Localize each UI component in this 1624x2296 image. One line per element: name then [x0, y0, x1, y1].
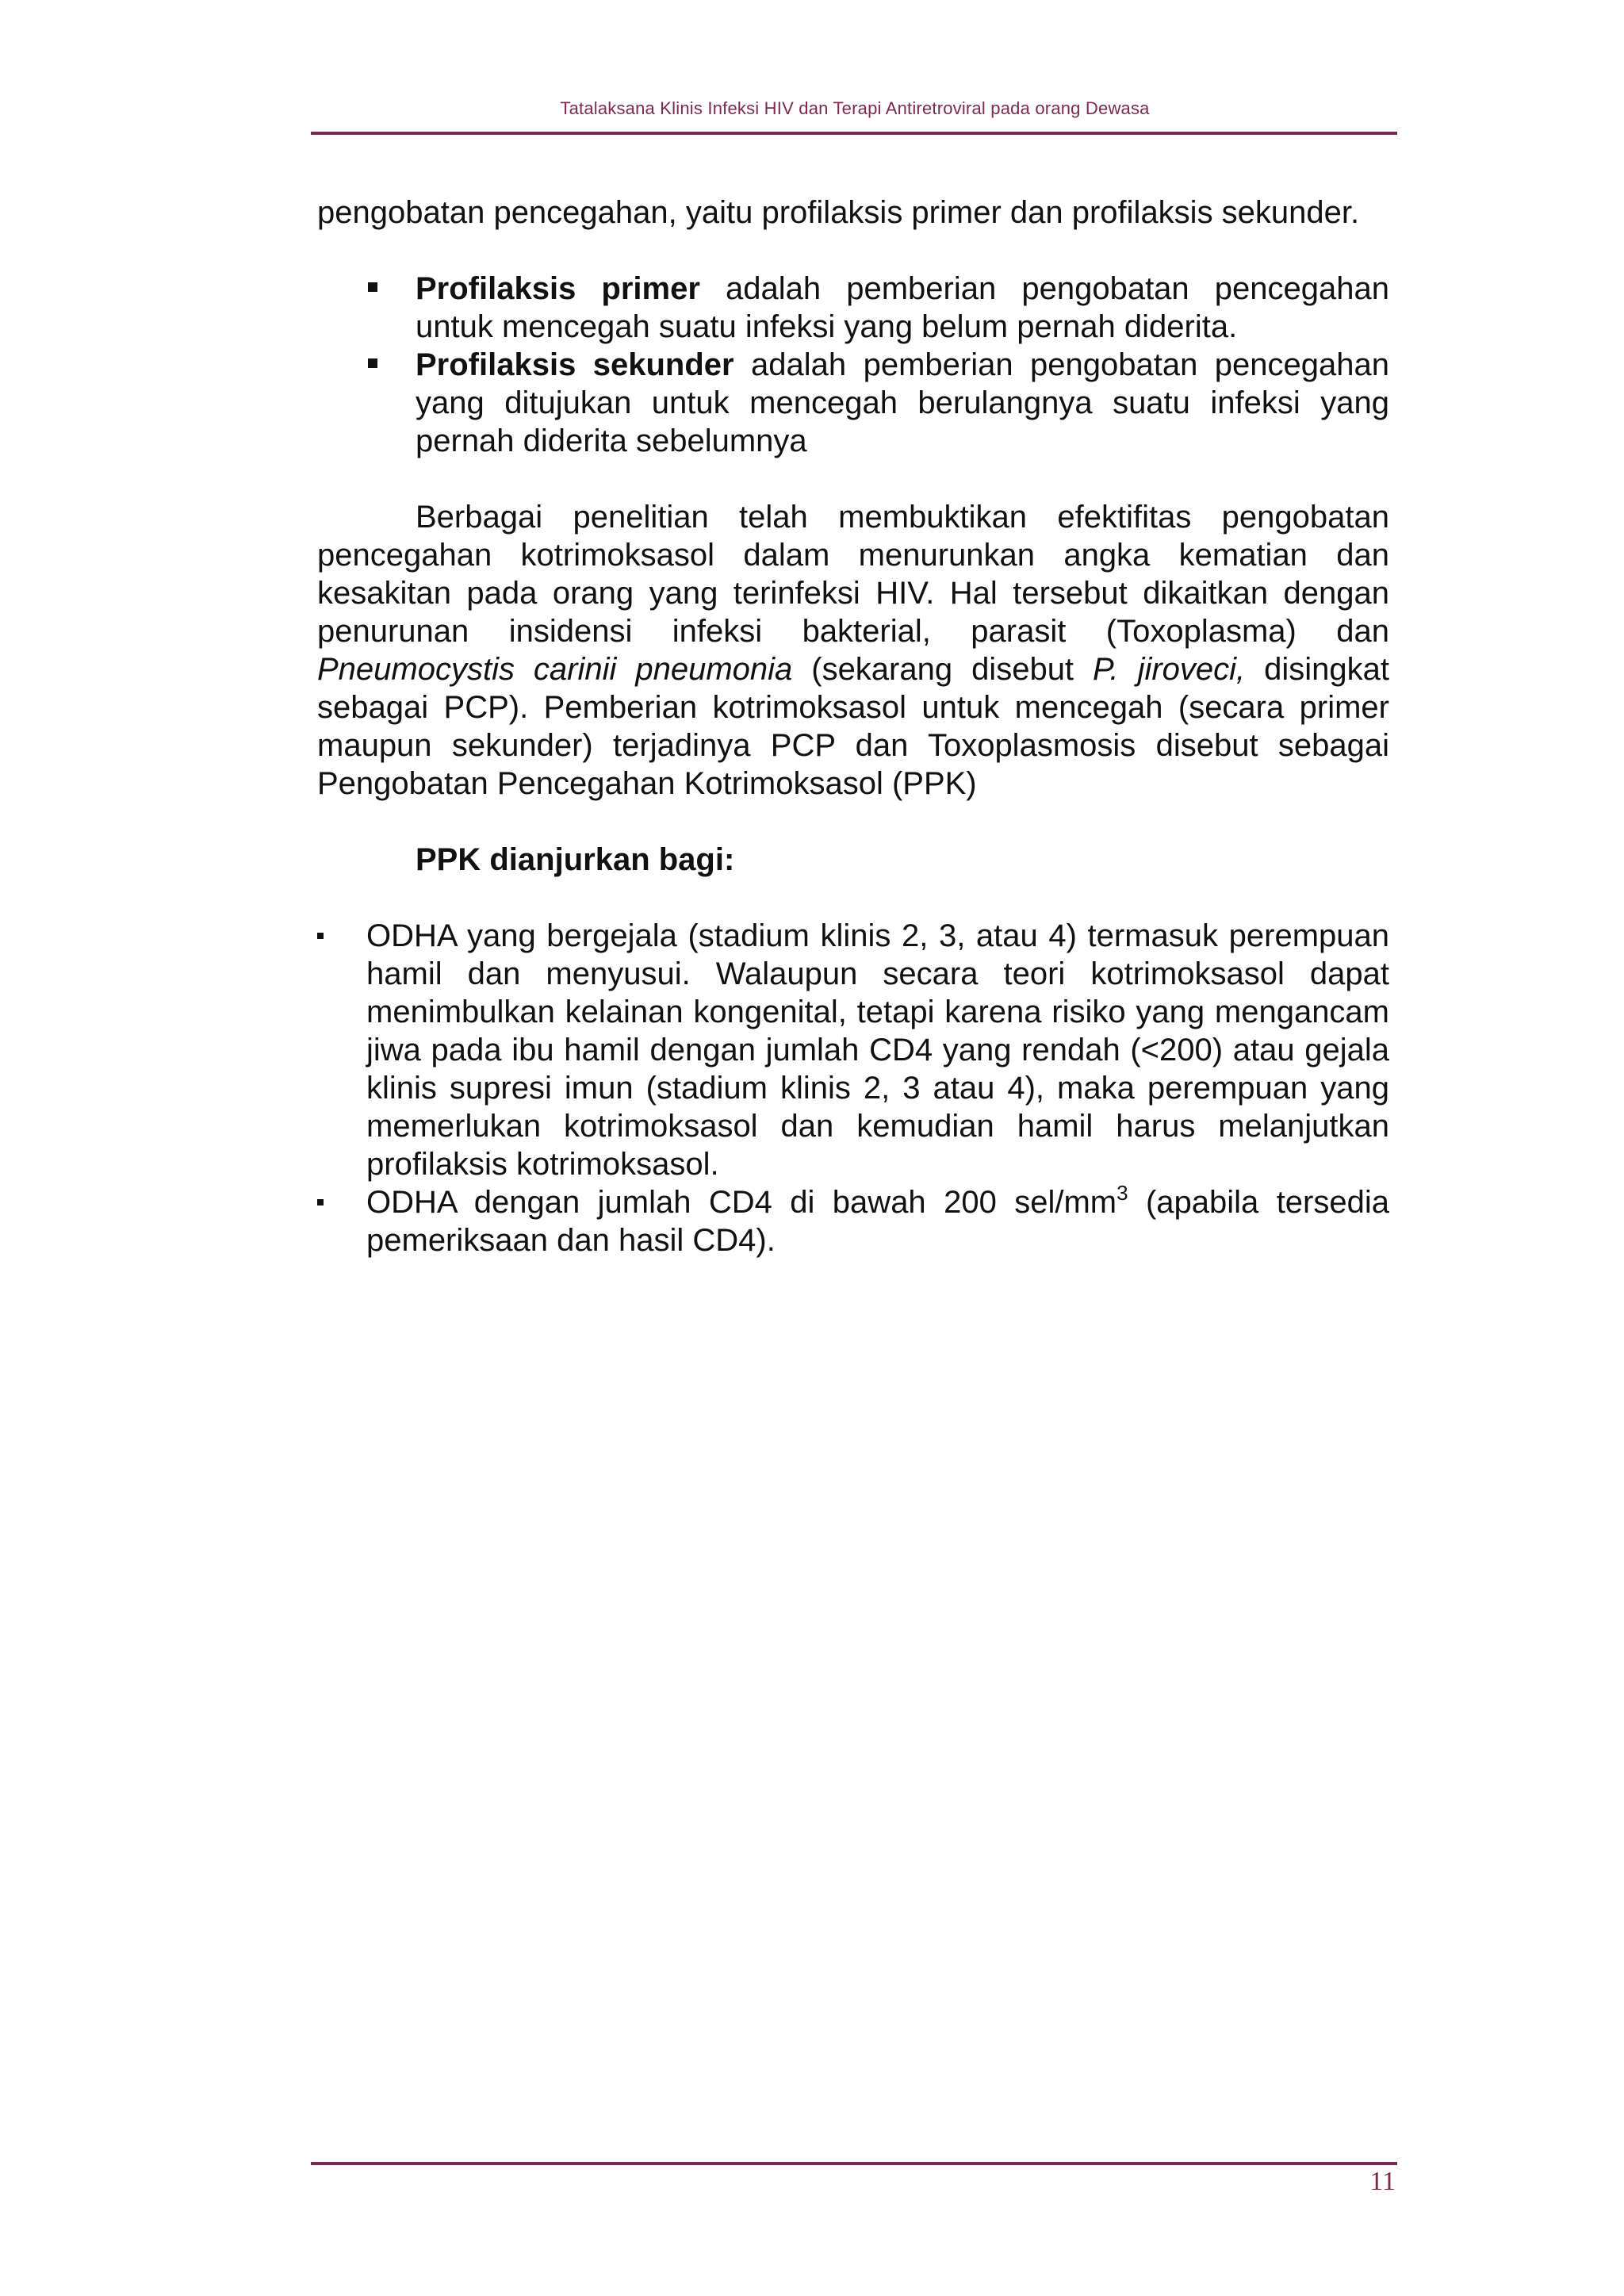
definition-list	[317, 270, 1389, 460]
definition-term: Profilaksis sekunder	[416, 347, 734, 382]
recommendation-item	[317, 917, 1389, 1183]
evidence-paragraph	[317, 498, 1389, 803]
header-divider	[311, 132, 1397, 135]
ppk-subheading: PPK dianjurkan bagi:	[416, 842, 735, 877]
superscript: 3	[1116, 1181, 1128, 1205]
recommendation-text: ODHA dengan jumlah CD4 di bawah 200 sel/mm	[366, 1185, 1117, 1220]
paragraph-text: Berbagai penelitian telah membuktikan efektifitas pengobatan pencegahan kotrimoksasol dalam menurunkan angka kematian dan kesakitan pada orang yang terinfeksi HIV. Hal tersebut dikaitkan dengan penurunan insidensi infeksi bakterial, parasit (Toxoplasma) dan	[317, 500, 1389, 649]
page-number: 11	[1369, 2167, 1396, 2196]
recommendation-list	[317, 917, 1389, 1259]
recommendation-text: (apabila tersedia pemeriksaan dan hasil CD4).	[366, 1185, 1390, 1258]
square-bullet-icon	[368, 282, 377, 292]
recommendation-item	[317, 1183, 1389, 1259]
square-bullet-icon	[317, 1199, 324, 1205]
definition-text: adalah pemberian pengobatan pencegahan yang ditujukan untuk mencegah berulangnya suatu infeksi yang pernah diderita sebelumnya	[416, 347, 1389, 458]
page-body	[317, 194, 1389, 1259]
running-header: Tatalaksana Klinis Infeksi HIV dan Terapi Antiretroviral pada orang Dewasa	[560, 98, 1150, 118]
definition-text: adalah pemberian pengobatan pencegahan untuk mencegah suatu infeksi yang belum pernah diderita.	[416, 271, 1389, 344]
paragraph-italic-text: Pneumocystis carinii pneumonia	[317, 652, 793, 687]
intro-paragraph: pengobatan pencegahan, yaitu profilaksis primer dan profilaksis sekunder.	[317, 195, 1360, 230]
definition-item-secondary	[317, 346, 1389, 460]
square-bullet-icon	[317, 933, 324, 939]
spacer	[317, 879, 1389, 917]
paragraph-text: disingkat sebagai PCP). Pemberian kotrimoksasol untuk mencegah (secara primer maupun sekunder) terjadinya PCP dan Toxoplasmosis disebut sebagai Pengobatan Pencegahan Kotrimoksasol (PPK)	[317, 652, 1389, 801]
paragraph-text: (sekarang disebut	[792, 652, 1093, 687]
paragraph-italic-text: P. jiroveci,	[1093, 652, 1246, 687]
footer-divider	[311, 2162, 1397, 2165]
spacer	[317, 460, 1389, 498]
square-bullet-icon	[368, 358, 377, 368]
definition-term: Profilaksis primer	[416, 271, 700, 306]
spacer	[317, 803, 1389, 841]
recommendation-text: ODHA yang bergejala (stadium klinis 2, 3, atau 4) termasuk perempuan hamil dan menyusui. Walaupun secara teori kotrimoksasol dapat menimbulkan kelainan kongenital, tetapi karena risiko yang mengancam jiwa pada ibu hamil dengan jumlah CD4 yang rendah (<200) atau gejala klinis supresi imun (stadium klinis 2, 3 atau 4), maka perempuan yang memerlukan kotrimoksasol dan kemudian hamil harus melanjutkan profilaksis kotrimoksasol.	[366, 918, 1389, 1182]
definition-item-primary	[317, 270, 1389, 346]
spacer	[317, 232, 1389, 270]
